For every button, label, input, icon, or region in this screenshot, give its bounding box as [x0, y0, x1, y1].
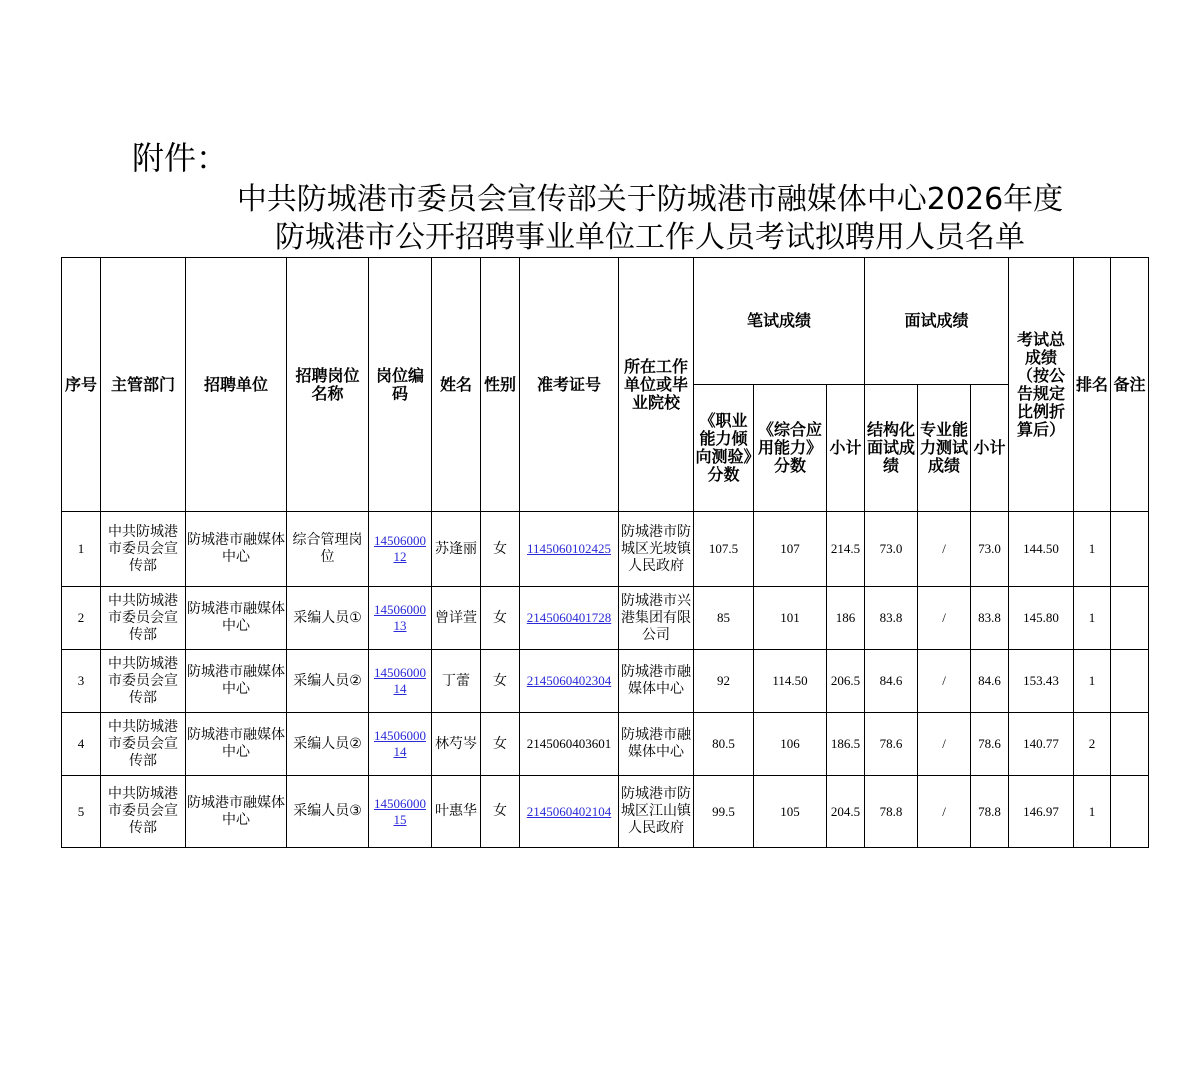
cell-written-subtotal: 204.5	[827, 776, 865, 848]
header-interview-subtotal: 小计	[971, 385, 1009, 512]
header-rank: 排名	[1074, 258, 1111, 512]
cell-written-2: 106	[754, 713, 827, 776]
header-post-code: 岗位编码	[369, 258, 432, 512]
cell-seq: 3	[62, 650, 101, 713]
cell-remark	[1111, 713, 1149, 776]
cell-rank: 1	[1074, 650, 1111, 713]
cell-rank: 1	[1074, 776, 1111, 848]
cell-unit: 防城港市融媒体中心	[186, 713, 287, 776]
table-row	[62, 776, 1149, 848]
cell-gender: 女	[481, 650, 520, 713]
cell-total: 146.97	[1009, 776, 1074, 848]
cell-written-1: 107.5	[694, 512, 754, 587]
post-code-link[interactable]: 14506000 15	[374, 795, 426, 827]
cell-remark	[1111, 512, 1149, 587]
header-post-name: 招聘岗位名称	[287, 258, 369, 512]
cell-interview-2: /	[918, 713, 971, 776]
cell-total: 145.80	[1009, 587, 1074, 650]
cell-school: 防城港市防城区江山镇人民政府	[619, 776, 694, 848]
cell-gender: 女	[481, 587, 520, 650]
header-written: 笔试成绩	[694, 258, 865, 385]
post-code-link[interactable]: 14506000 14	[374, 728, 426, 759]
cell-written-1: 99.5	[694, 776, 754, 848]
header-school: 所在工作单位或毕业院校	[619, 258, 694, 512]
cell-post-code	[369, 512, 432, 587]
cell-rank: 1	[1074, 587, 1111, 650]
cell-school: 防城港市融媒体中心	[619, 713, 694, 776]
cell-unit: 防城港市融媒体中心	[186, 512, 287, 587]
header-unit: 招聘单位	[186, 258, 287, 512]
cell-seq: 2	[62, 587, 101, 650]
header-dept: 主管部门	[101, 258, 186, 512]
header-total: 考试总成绩（按公告规定比例折算后）	[1009, 258, 1074, 512]
cell-written-2: 107	[754, 512, 827, 587]
cell-total: 144.50	[1009, 512, 1074, 587]
cell-written-1: 80.5	[694, 713, 754, 776]
cell-interview-1: 83.8	[865, 587, 918, 650]
cell-interview-2: /	[918, 587, 971, 650]
header-written-sub2: 《综合应用能力》分数	[754, 385, 827, 512]
cell-rank: 1	[1074, 512, 1111, 587]
cell-interview-2: /	[918, 650, 971, 713]
cell-interview-2: /	[918, 512, 971, 587]
cell-written-1: 85	[694, 587, 754, 650]
cell-exam-no	[520, 587, 619, 650]
cell-interview-subtotal: 78.6	[971, 713, 1009, 776]
cell-interview-1: 73.0	[865, 512, 918, 587]
cell-unit: 防城港市融媒体中心	[186, 587, 287, 650]
cell-remark	[1111, 776, 1149, 848]
exam-no-link[interactable]: 2145060402104	[526, 803, 612, 819]
document-title-line1: 中共防城港市委员会宣传部关于防城港市融媒体中心2026年度	[236, 182, 1064, 217]
exam-no-text: 2145060403601	[526, 736, 612, 751]
cell-seq: 5	[62, 776, 101, 848]
cell-interview-subtotal: 83.8	[971, 587, 1009, 650]
cell-unit: 防城港市融媒体中心	[186, 650, 287, 713]
cell-exam-no	[520, 776, 619, 848]
post-code-link[interactable]: 14506000 12	[374, 533, 426, 564]
header-written-subtotal: 小计	[827, 385, 865, 512]
cell-dept: 中共防城港市委员会宣传部	[101, 650, 186, 713]
cell-post-code	[369, 650, 432, 713]
candidate-table	[61, 257, 1149, 848]
cell-post-name: 采编人员③	[287, 776, 369, 848]
cell-total: 140.77	[1009, 713, 1074, 776]
cell-interview-1: 78.6	[865, 713, 918, 776]
cell-seq: 4	[62, 713, 101, 776]
cell-school: 防城港市防城区光坡镇人民政府	[619, 512, 694, 587]
cell-name: 叶惠华	[432, 776, 481, 848]
cell-gender: 女	[481, 512, 520, 587]
cell-interview-1: 78.8	[865, 776, 918, 848]
cell-exam-no	[520, 512, 619, 587]
cell-post-code	[369, 587, 432, 650]
cell-total: 153.43	[1009, 650, 1074, 713]
exam-no-link[interactable]: 1145060102425	[526, 541, 612, 556]
cell-gender: 女	[481, 713, 520, 776]
cell-interview-2: /	[918, 776, 971, 848]
cell-remark	[1111, 587, 1149, 650]
cell-school: 防城港市融媒体中心	[619, 650, 694, 713]
cell-exam-no	[520, 650, 619, 713]
cell-exam-no	[520, 713, 619, 776]
cell-rank: 2	[1074, 713, 1111, 776]
table-row	[62, 587, 1149, 650]
cell-remark	[1111, 650, 1149, 713]
cell-seq: 1	[62, 512, 101, 587]
cell-post-name: 采编人员②	[287, 713, 369, 776]
cell-written-2: 101	[754, 587, 827, 650]
cell-post-name: 采编人员①	[287, 587, 369, 650]
cell-dept: 中共防城港市委员会宣传部	[101, 713, 186, 776]
cell-post-code	[369, 776, 432, 848]
post-code-link[interactable]: 14506000 13	[374, 602, 426, 633]
post-code-link[interactable]: 14506000 14	[374, 665, 426, 696]
exam-no-link[interactable]: 2145060401728	[526, 610, 612, 625]
header-name: 姓名	[432, 258, 481, 512]
cell-name: 丁蕾	[432, 650, 481, 713]
cell-name: 苏逢丽	[432, 512, 481, 587]
cell-post-name: 综合管理岗位	[287, 512, 369, 587]
cell-gender: 女	[481, 776, 520, 848]
cell-unit: 防城港市融媒体中心	[186, 776, 287, 848]
cell-written-subtotal: 214.5	[827, 512, 865, 587]
attachment-label: 附件：	[132, 139, 229, 177]
cell-interview-subtotal: 78.8	[971, 776, 1009, 848]
cell-post-code	[369, 713, 432, 776]
cell-interview-1: 84.6	[865, 650, 918, 713]
cell-school: 防城港市兴港集团有限公司	[619, 587, 694, 650]
cell-post-name: 采编人员②	[287, 650, 369, 713]
table-row	[62, 512, 1149, 587]
header-gender: 性别	[481, 258, 520, 512]
header-exam-no: 准考证号	[520, 258, 619, 512]
cell-written-2: 105	[754, 776, 827, 848]
cell-dept: 中共防城港市委员会宣传部	[101, 587, 186, 650]
exam-no-link[interactable]: 2145060402304	[526, 673, 612, 688]
cell-dept: 中共防城港市委员会宣传部	[101, 776, 186, 848]
header-remark: 备注	[1111, 258, 1149, 512]
cell-name: 林芍岑	[432, 713, 481, 776]
cell-dept: 中共防城港市委员会宣传部	[101, 512, 186, 587]
cell-written-1: 92	[694, 650, 754, 713]
document-title-line2: 防城港市公开招聘事业单位工作人员考试拟聘用人员名单	[275, 220, 1025, 255]
table-row	[62, 713, 1149, 776]
cell-interview-subtotal: 73.0	[971, 512, 1009, 587]
cell-written-subtotal: 206.5	[827, 650, 865, 713]
header-interview: 面试成绩	[865, 258, 1009, 385]
cell-written-subtotal: 186	[827, 587, 865, 650]
header-interview-sub2: 专业能力测试成绩	[918, 385, 971, 512]
cell-written-2: 114.50	[754, 650, 827, 713]
header-interview-sub1: 结构化面试成绩	[865, 385, 918, 512]
table-row	[62, 650, 1149, 713]
cell-interview-subtotal: 84.6	[971, 650, 1009, 713]
cell-name: 曾详萱	[432, 587, 481, 650]
header-written-sub1: 《职业能力倾向测验》分数	[694, 385, 754, 512]
header-seq: 序号	[62, 258, 101, 512]
cell-written-subtotal: 186.5	[827, 713, 865, 776]
